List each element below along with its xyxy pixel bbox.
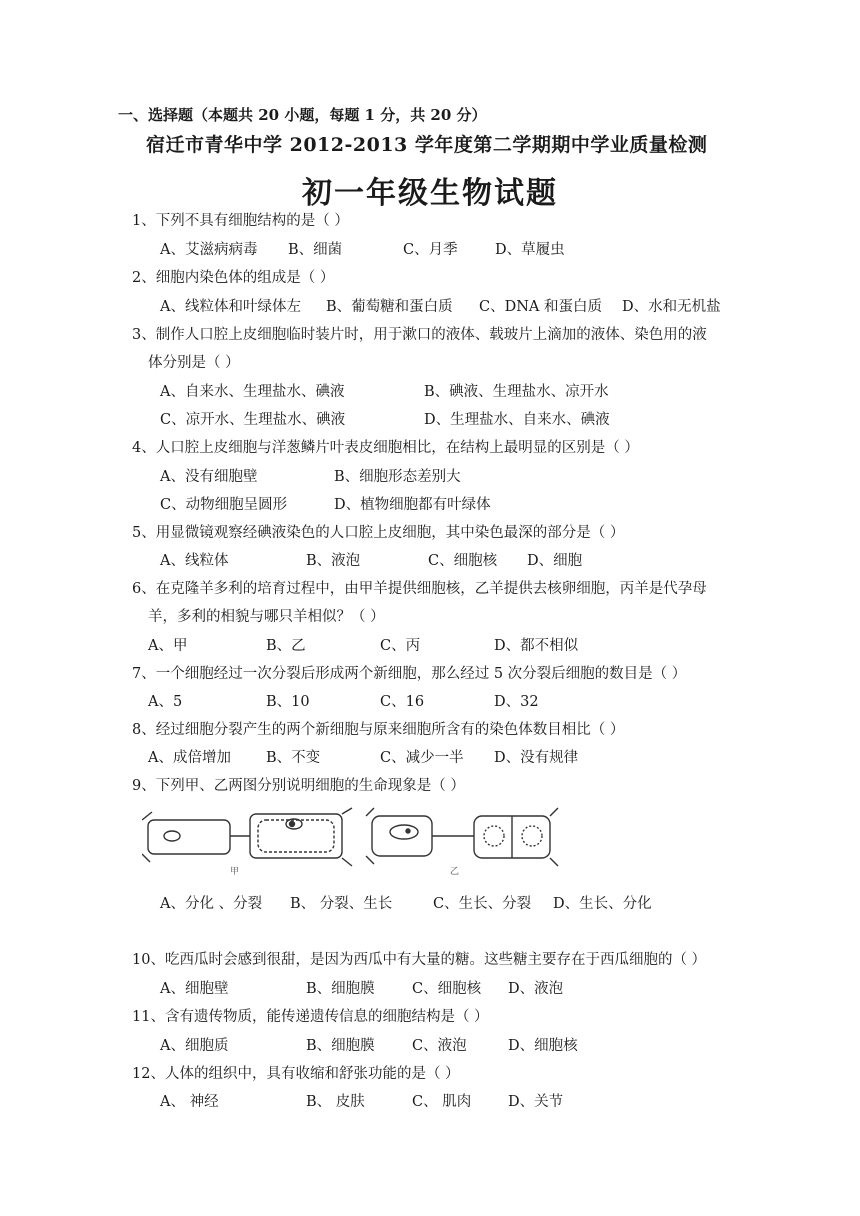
q10-option-c: C、细胞核	[412, 981, 482, 997]
q2-option-d: D、水和无机盐	[622, 299, 721, 315]
q5-option-a: A、线粒体	[160, 553, 229, 569]
exam-title: 初一年级生物试题	[302, 176, 558, 211]
q6-option-d: D、都不相似	[494, 638, 579, 654]
q6-option-c: C、丙	[380, 638, 421, 654]
question-3: 3、制作人口腔上皮细胞临时装片时，用于漱口的液体、载玻片上滴加的液体、染色用的液	[132, 327, 707, 343]
q3-option-d: D、生理盐水、自来水、碘液	[424, 412, 610, 428]
q11-option-b: B、细胞膜	[306, 1038, 375, 1054]
figure-label-yi: 乙	[450, 867, 460, 877]
q3-option-b: B、碘液、生理盐水、凉开水	[424, 384, 609, 400]
q8-option-c: C、减少一半	[380, 750, 464, 766]
q4-option-a: A、没有细胞壁	[160, 469, 258, 485]
q11-option-d: D、细胞核	[508, 1038, 578, 1054]
q3-option-a: A、自来水、生理盐水、碘液	[160, 384, 345, 400]
q4-option-c: C、动物细胞呈圆形	[160, 497, 288, 513]
q6-option-b: B、乙	[266, 638, 306, 654]
question-1: 1、下列不具有细胞结构的是（ ）	[132, 213, 349, 229]
q8-option-b: B、不变	[266, 750, 321, 766]
q5-option-b: B、液泡	[306, 553, 361, 569]
q9-option-b: B、 分裂、生长	[290, 896, 393, 912]
question-7: 7、一个细胞经过一次分裂后形成两个新细胞，那么经过 5 次分裂后细胞的数目是（ ）	[132, 666, 687, 682]
q10-option-b: B、细胞膜	[306, 981, 375, 997]
q2-option-c: C、DNA 和蛋白质	[479, 299, 602, 315]
cell-division-figure	[142, 806, 562, 878]
q6-option-a: A、甲	[148, 638, 188, 654]
q10-option-d: D、液泡	[508, 981, 564, 997]
question-4: 4、人口腔上皮细胞与洋葱鳞片叶表皮细胞相比，在结构上最明显的区别是（ ）	[132, 440, 639, 456]
q12-option-c: C、 肌肉	[412, 1094, 472, 1110]
question-5: 5、用显微镜观察经碘液染色的人口腔上皮细胞，其中染色最深的部分是（ ）	[132, 525, 625, 541]
q7-option-a: A、5	[148, 694, 183, 710]
question-12: 12、人体的组织中，具有收缩和舒张功能的是（ ）	[132, 1066, 460, 1082]
figure-label-jia: 甲	[230, 867, 240, 877]
q12-option-a: A、 神经	[160, 1094, 219, 1110]
q3-option-c: C、凉开水、生理盐水、碘液	[160, 412, 346, 428]
q1-option-d: D、草履虫	[495, 242, 565, 258]
question-8: 8、经过细胞分裂产生的两个新细胞与原来细胞所含有的染色体数目相比（ ）	[132, 722, 625, 738]
q7-option-b: B、10	[266, 694, 310, 710]
q5-option-c: C、细胞核	[428, 553, 498, 569]
q12-option-d: D、关节	[508, 1094, 564, 1110]
q2-option-a: A、线粒体和叶绿体左	[160, 299, 301, 315]
q12-option-b: B、 皮肤	[306, 1094, 365, 1110]
question-6: 6、在克隆羊多利的培育过程中，由甲羊提供细胞核，乙羊提供去核卵细胞，丙羊是代孕母	[132, 581, 707, 597]
q9-option-d: D、生长、分化	[553, 896, 652, 912]
q1-option-a: A、艾滋病病毒	[160, 242, 258, 258]
cell-small-jia	[148, 820, 230, 854]
q7-option-c: C、16	[380, 694, 425, 710]
question-6-cont: 羊，多利的相貌与哪只羊相似？（ ）	[148, 609, 385, 625]
q4-option-d: D、植物细胞都有叶绿体	[334, 497, 491, 513]
q7-option-d: D、32	[494, 694, 539, 710]
question-9: 9、下列甲、乙两图分别说明细胞的生命现象是（ ）	[132, 778, 465, 794]
q10-option-a: A、细胞壁	[160, 981, 229, 997]
q1-option-b: B、细菌	[288, 242, 343, 258]
q8-option-d: D、没有规律	[494, 750, 579, 766]
q4-option-b: B、细胞形态差别大	[334, 469, 461, 485]
question-2: 2、细胞内染色体的组成是（ ）	[132, 270, 335, 286]
q8-option-a: A、成倍增加	[148, 750, 231, 766]
q9-option-c: C、生长、分裂	[433, 896, 532, 912]
q11-option-a: A、细胞质	[160, 1038, 229, 1054]
q1-option-c: C、月季	[403, 242, 458, 258]
q11-option-c: C、液泡	[412, 1038, 467, 1054]
q2-option-b: B、葡萄糖和蛋白质	[326, 299, 453, 315]
school-exam-line: 宿迁市青华中学 2012-2013 学年度第二学期期中学业质量检测	[146, 134, 708, 156]
question-11: 11、含有遗传物质，能传递遗传信息的细胞结构是（ ）	[132, 1009, 489, 1025]
cell-dividing-yi	[372, 816, 432, 856]
q9-option-a: A、分化 、分裂	[160, 896, 263, 912]
q5-option-d: D、细胞	[527, 553, 583, 569]
question-3-cont: 体分别是（ ）	[148, 355, 240, 371]
section-heading: 一、选择题（本题共 20 小题，每题 1 分，共 20 分）	[118, 106, 487, 124]
question-10: 10、吃西瓜时会感到很甜，是因为西瓜中有大量的糖。这些糖主要存在于西瓜细胞的（ ）	[132, 952, 707, 968]
